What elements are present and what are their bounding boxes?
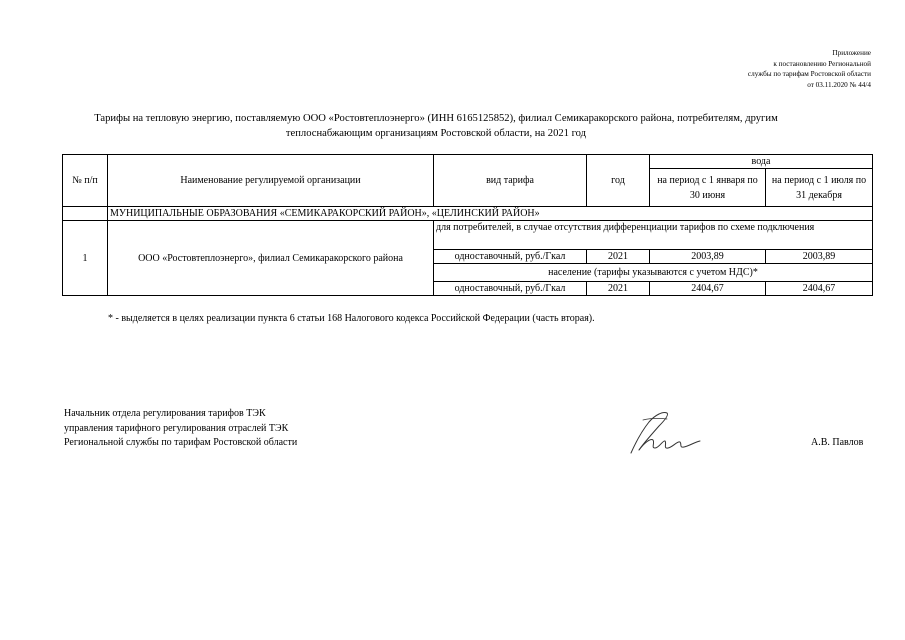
section-empty-cell: [63, 207, 108, 221]
header-tariff-type: вид тарифа: [434, 155, 587, 207]
signatory-line: управления тарифного регулирования отраслей ТЭК: [64, 422, 289, 434]
header-period-1: на период с 1 января по 30 июня: [650, 169, 766, 207]
appendix-note: [611, 48, 871, 90]
header-water: вода: [650, 155, 873, 169]
title-line-2: теплоснабжающим организациям Ростовской области, на 2021 год: [285, 128, 587, 139]
group2-period-1: 2404,67: [650, 282, 766, 296]
group1-label: для потребителей, в случае отсутствия дифференциации тарифов по схеме подключения: [434, 221, 873, 250]
group1-period-2: 2003,89: [766, 250, 873, 264]
group2-tariff-type: одноставочный, руб./Гкал: [434, 282, 587, 296]
signatory-line: Региональной службы по тарифам Ростовской области: [64, 437, 298, 448]
section-title: МУНИЦИПАЛЬНЫЕ ОБРАЗОВАНИЯ «СЕМИКАРАКОРСКИЙ РАЙОН», «ЦЕЛИНСКИЙ РАЙОН»: [108, 207, 873, 221]
appendix-line: Приложение: [832, 49, 871, 57]
header-year: год: [587, 155, 650, 207]
header-org: Наименование регулируемой организации: [108, 155, 434, 207]
signature-graphic: [625, 408, 703, 460]
appendix-line: к постановлению Региональной: [773, 59, 871, 68]
group2-label: население (тарифы указываются с учетом НДС)*: [434, 264, 873, 282]
signatory-name: А.В. Павлов: [811, 437, 864, 448]
group1-period-1: 2003,89: [650, 250, 766, 264]
row-num: 1: [63, 221, 108, 296]
group1-year: 2021: [587, 250, 650, 264]
signatory-position: [64, 407, 297, 451]
document-title: [60, 111, 812, 141]
appendix-line: службы по тарифам Ростовской области: [747, 70, 871, 79]
header-period-2: на период с 1 июля по 31 декабря: [766, 169, 873, 207]
group1-tariff-type: одноставочный, руб./Гкал: [434, 250, 587, 264]
tariff-table: [62, 154, 873, 296]
footnote: * - выделяется в целях реализации пункта 6 статьи 168 Налогового кодекса Российской Федерации (часть вторая).: [108, 313, 595, 324]
title-line-1: Тарифы на тепловую энергию, поставляемую ООО «Ростовтеплоэнерго» (ИНН 6165125852), филиал Семикаракорского района, потребителям, другим: [94, 113, 778, 124]
row-org: ООО «Ростовтеплоэнерго», филиал Семикаракорского района: [108, 221, 434, 296]
appendix-line: от 03.11.2020 № 44/4: [807, 80, 871, 89]
signatory-line: Начальник отдела регулирования тарифов ТЭК: [64, 408, 266, 419]
group2-period-2: 2404,67: [766, 282, 873, 296]
handwritten-signature: [625, 408, 703, 465]
header-num: № п/п: [63, 155, 108, 207]
group2-year: 2021: [587, 282, 650, 296]
